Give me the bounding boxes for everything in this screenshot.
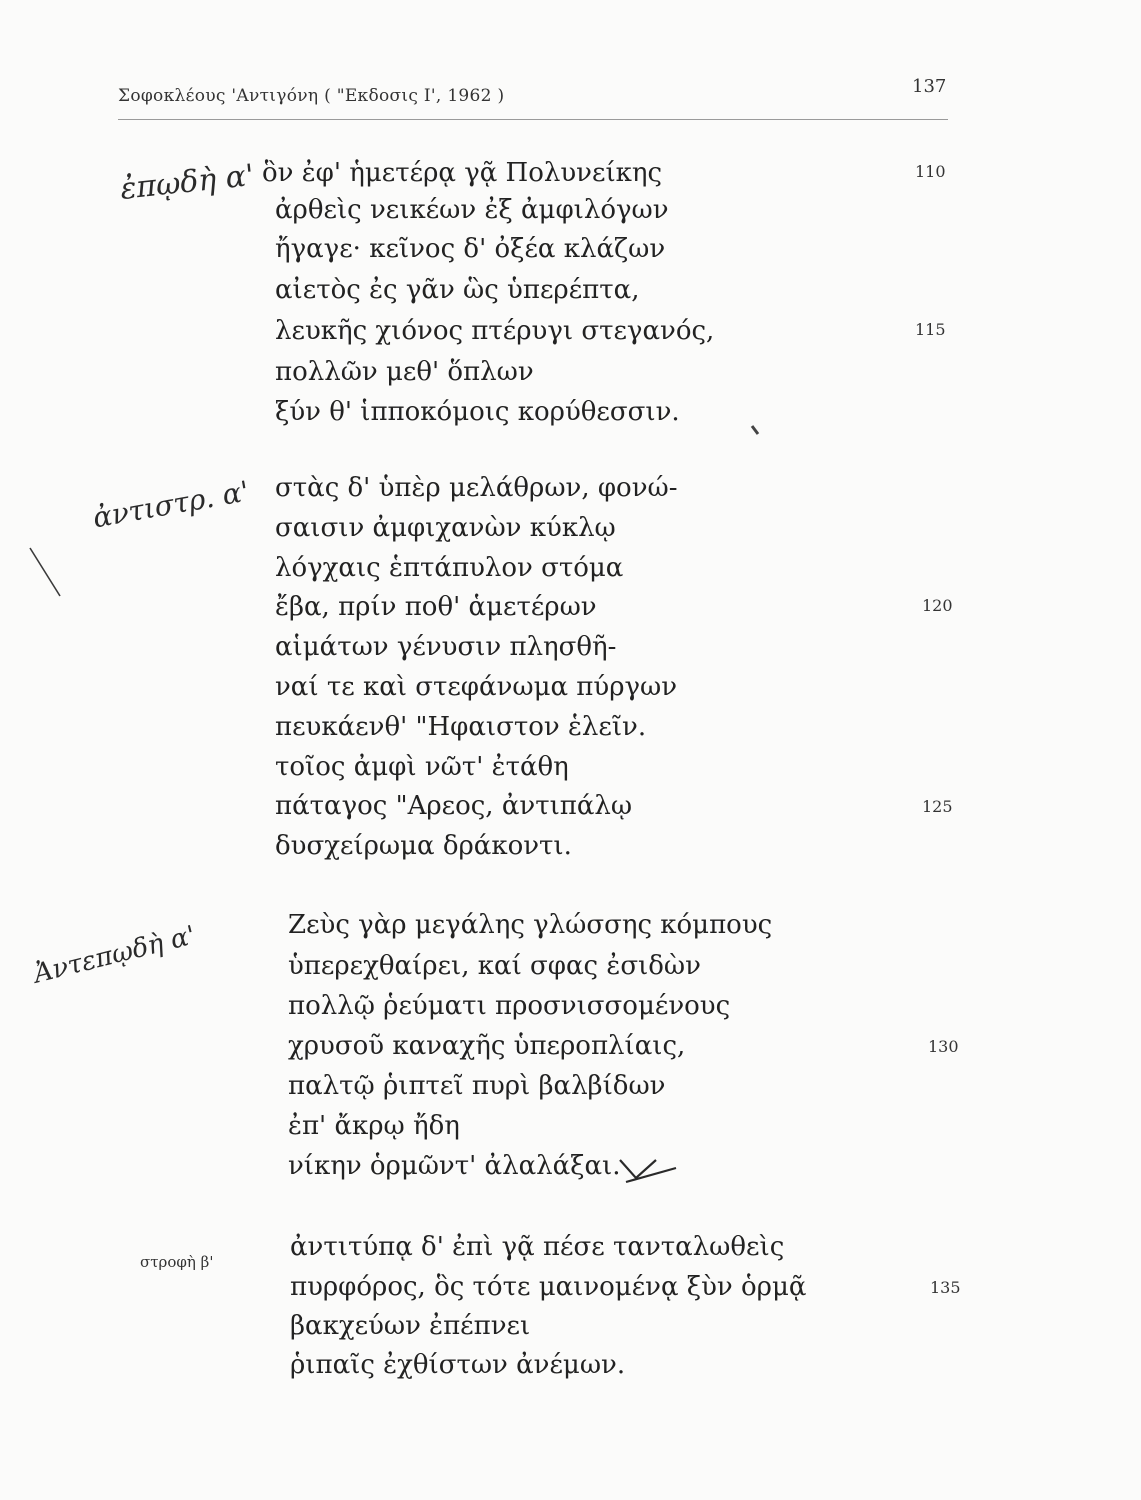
page-number: 137 — [912, 76, 947, 97]
verse-line: ἀρθεὶς νεικέων ἐξ ἀμφιλόγων — [275, 195, 669, 225]
verse-line: ἀντιτύπᾳ δ' ἐπὶ γᾷ πέσε τανταλωθεὶς — [290, 1232, 785, 1262]
verse-line: βακχεύων ἐπέπνει — [290, 1311, 531, 1341]
verse-line: ἐπ' ἄκρῳ ἤδη — [288, 1111, 460, 1141]
verse-line: ναί τε καὶ στεφάνωμα πύργων — [275, 672, 678, 702]
verse-line: λευκῆς χιόνος πτέρυγι στεγανός, — [275, 316, 715, 346]
verse-line: ἔβα, πρίν ποθ' ἁμετέρων — [275, 592, 597, 622]
strophe-label: στροφὴ β' — [140, 1253, 214, 1271]
verse-line: αἱμάτων γένυσιν πλησθῆ- — [275, 632, 617, 662]
verse-line: ῥιπαῖς ἐχθίστων ἀνέμων. — [290, 1350, 626, 1380]
verse-line: δυσχείρωμα δράκοντι. — [275, 831, 572, 861]
line-number: 110 — [915, 162, 946, 181]
verse-line: τοῖος ἀμφὶ νῶτ' ἐτάθη — [275, 752, 569, 782]
check-mark — [620, 1160, 676, 1182]
verse-line: ξύν θ' ἱπποκόμοις κορύθεσσιν. — [275, 397, 680, 427]
verse-line: πευκάενθ' "Ηφαιστον ἑλεῖν. — [275, 712, 647, 742]
verse-line: νίκην ὁρμῶντ' ἀλαλάξαι. — [288, 1151, 621, 1181]
verse-line: ἤγαγε· κεῖνος δ' ὀξέα κλάζων — [275, 234, 666, 264]
verse-line: αἰετὸς ἐς γᾶν ὣς ὑπερέπτα, — [275, 275, 640, 305]
margin-note-antepode: Ἀντεπῳδὴ α' — [30, 920, 199, 990]
verse-line: πολλῶν μεθ' ὅπλων — [275, 357, 534, 387]
verse-line: παλτῷ ῥιπτεῖ πυρὶ βαλβίδων — [288, 1071, 666, 1101]
verse-line: χρυσοῦ καναχῆς ὑπεροπλίαις, — [288, 1031, 686, 1061]
verse-line: Ζεὺς γὰρ μεγάλης γλώσσης κόμπους — [288, 910, 773, 940]
line-number: 115 — [915, 320, 946, 339]
pen-stroke — [30, 548, 60, 596]
line-number: 130 — [928, 1037, 959, 1056]
verse-line: λόγχαις ἑπτάπυλον στόμα — [275, 553, 624, 583]
margin-note-antistrophe: ἀντιστρ. α' — [90, 474, 252, 535]
running-title: Σοφοκλέους 'Αντιγόνη ( "Εκδοσις Ι', 1962 ) — [118, 86, 505, 106]
verse-line: ὑπερεχθαίρει, καί σφας ἐσιδὼν — [288, 951, 701, 981]
pen-dot — [752, 426, 758, 434]
line-number: 120 — [922, 596, 953, 615]
verse-line: πυρφόρος, ὃς τότε μαινομένᾳ ξὺν ὁρμᾷ — [290, 1272, 807, 1302]
verse-line: στὰς δ' ὑπὲρ μελάθρων, φονώ- — [275, 473, 678, 503]
verse-line: ὃν ἐφ' ἡμετέρᾳ γᾷ Πολυνείκης — [262, 158, 663, 188]
verse-line: σαισιν ἀμφιχανὼν κύκλῳ — [275, 513, 616, 543]
verse-line: πολλῷ ῥεύματι προσνισσομένους — [288, 991, 731, 1021]
margin-note-epode: ἐπῳδὴ α' — [118, 158, 256, 207]
verse-line: πάταγος "Αρεος, ἀντιπάλῳ — [275, 791, 633, 821]
line-number: 135 — [930, 1278, 961, 1297]
line-number: 125 — [922, 797, 953, 816]
